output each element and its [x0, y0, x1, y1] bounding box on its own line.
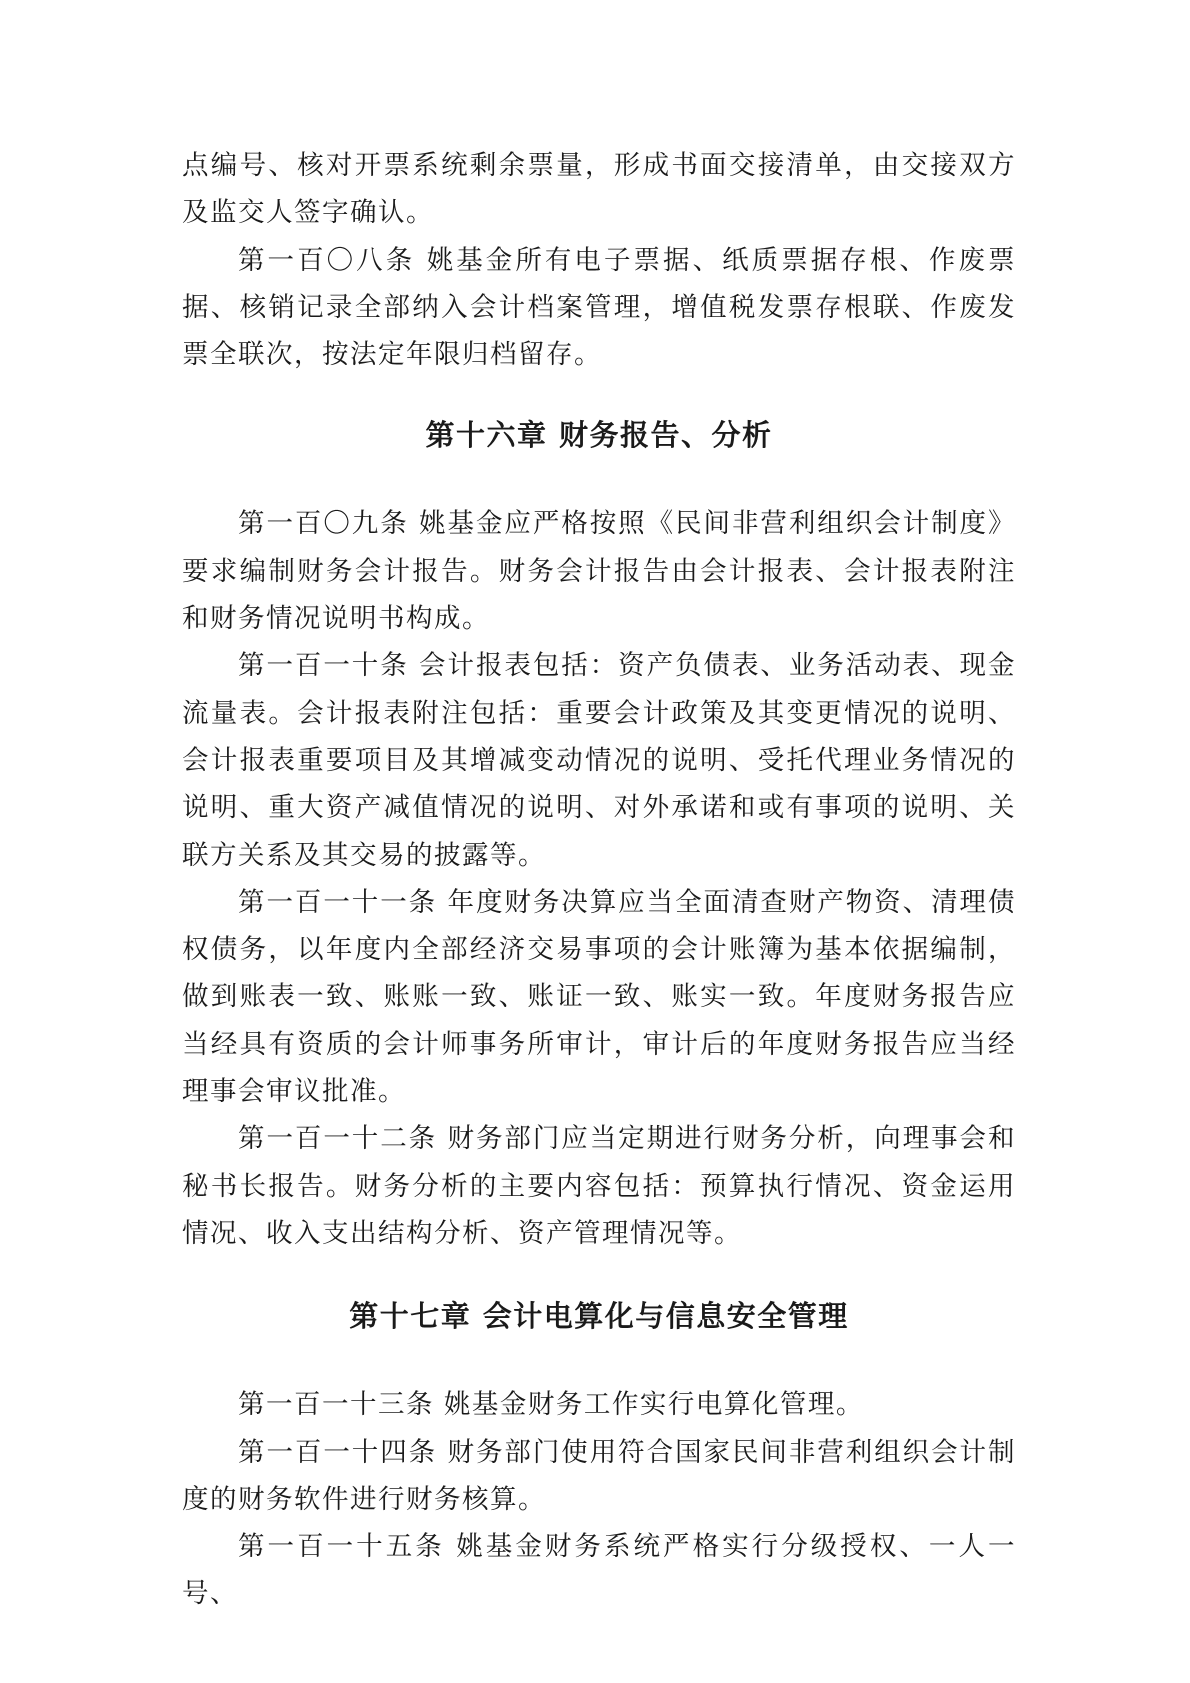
article-108: 第一百〇八条 姚基金所有电子票据、纸质票据存根、作废票据、核销记录全部纳入会计档案管理，增值税发票存根联、作废发票全联次，按法定年限归档留存。: [182, 244, 1016, 371]
chapter-16-title: 第十六章 财务报告、分析: [425, 418, 773, 453]
article-110: 第一百一十条 会计报表包括：资产负债表、业务活动表、现金流量表。会计报表附注包括：重要会计政策及其变更情况的说明、会计报表重要项目及其增减变动情况的说明、受托代理业务情况的说明、重大资产减值情况的说明、对外承诺和或有事项的说明、关联方关系及其交易的披露等。: [182, 650, 1016, 871]
document-page: [182, 142, 1016, 1618]
article-109: 第一百〇九条 姚基金应严格按照《民间非营利组织会计制度》要求编制财务会计报告。财务会计报告由会计报表、会计报表附注和财务情况说明书构成。: [182, 508, 1016, 635]
chapter-17-title: 第十七章 会计电算化与信息安全管理: [349, 1299, 849, 1334]
article-115: 第一百一十五条 姚基金财务系统严格实行分级授权、一人一号、: [182, 1531, 1016, 1610]
article-111: 第一百一十一条 年度财务决算应当全面清查财产物资、清理债权债务，以年度内全部经济交易事项的会计账簿为基本依据编制，做到账表一致、账账一致、账证一致、账实一致。年度财务报告应当经具有资质的会计师事务所审计，审计后的年度财务报告应当经理事会审议批准。: [182, 886, 1016, 1108]
article-112: 第一百一十二条 财务部门应当定期进行财务分析，向理事会和秘书长报告。财务分析的主要内容包括：预算执行情况、资金运用情况、收入支出结构分析、资产管理情况等。: [182, 1123, 1016, 1249]
article-113: 第一百一十三条 姚基金财务工作实行电算化管理。: [238, 1389, 864, 1421]
article-114: 第一百一十四条 财务部门使用符合国家民间非营利组织会计制度的财务软件进行财务核算。: [182, 1436, 1016, 1515]
paragraph-continued: 点编号、核对开票系统剩余票量，形成书面交接清单，由交接双方及监交人签字确认。: [182, 150, 1016, 229]
